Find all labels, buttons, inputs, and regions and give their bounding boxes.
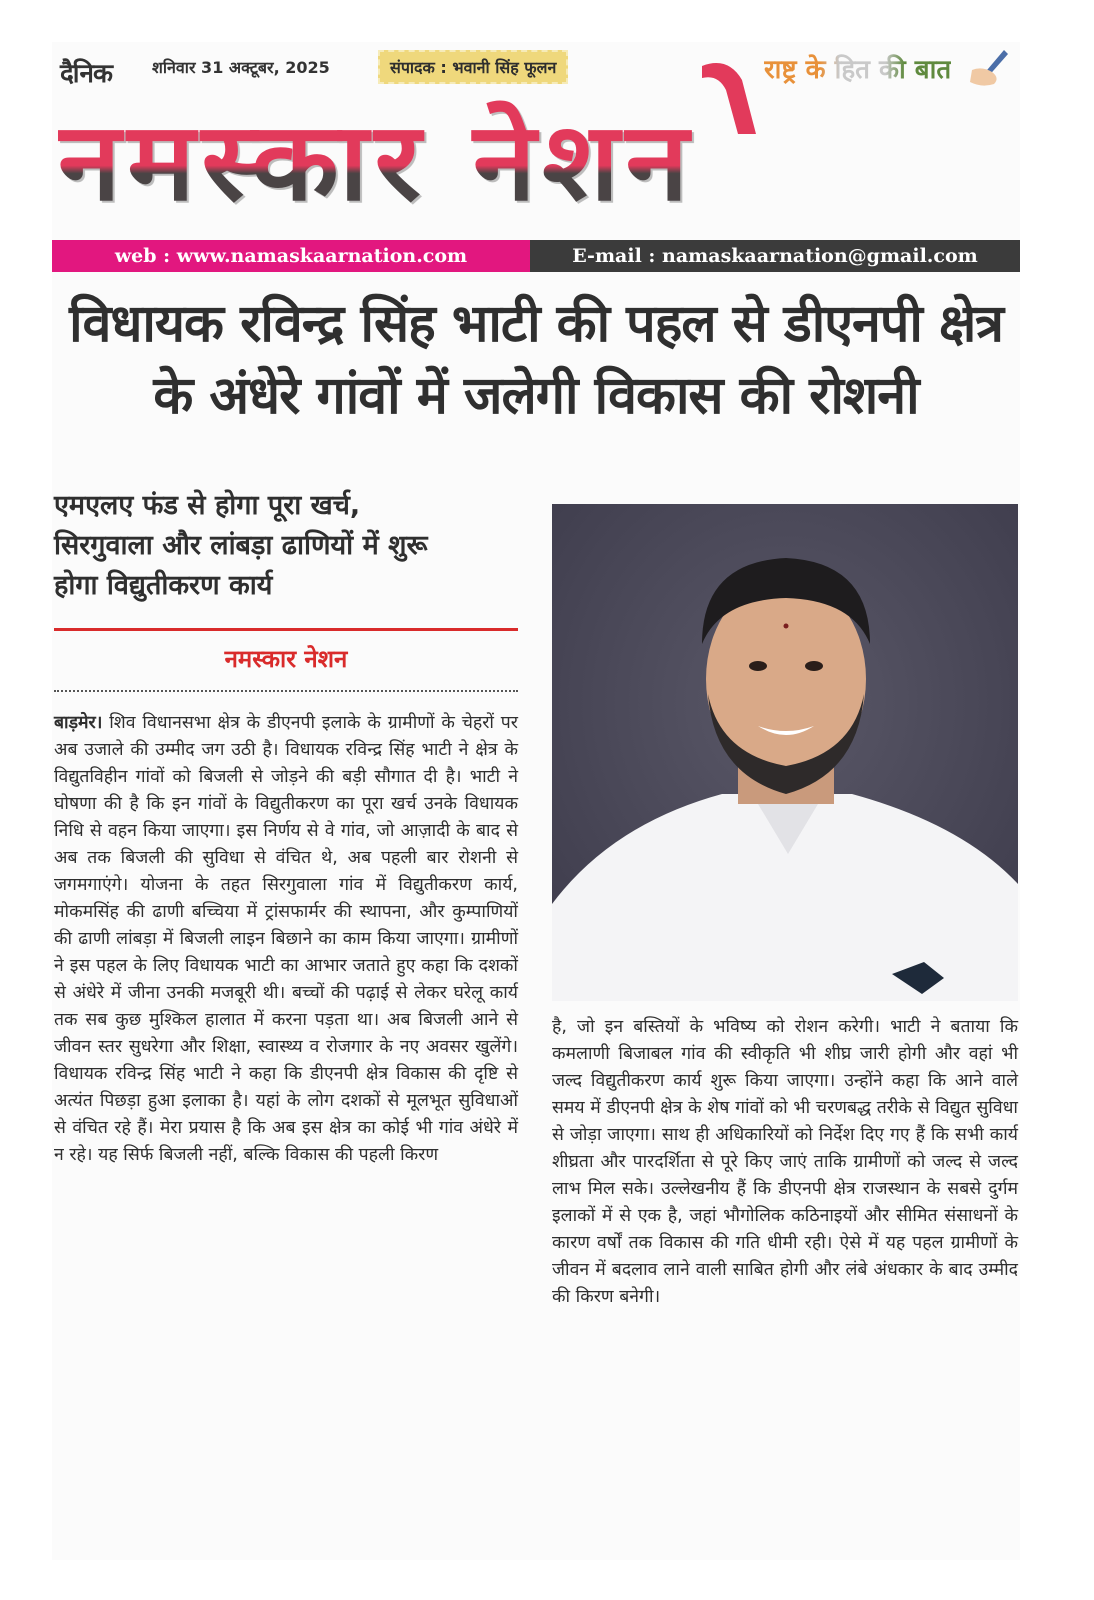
newspaper-logo: नमस्कार नेशन xyxy=(58,98,1066,228)
email-link[interactable]: E-mail : namaskaarnation@gmail.com xyxy=(530,240,1020,272)
subhead-line-1: एमएलए फंड से होगा पूरा खर्च, xyxy=(54,490,361,521)
dateline: बाड़मेर। xyxy=(54,713,103,733)
subhead-line-3: होगा विद्युतीकरण कार्य xyxy=(54,570,273,601)
article-column-right xyxy=(552,1014,1018,1311)
editor-badge: संपादक : भवानी सिंह फूलन xyxy=(378,50,568,84)
subhead-line-2: सिरगुवाला और लांबड़ा ढाणियों में शुरू xyxy=(54,530,428,561)
headline xyxy=(52,288,1020,432)
byline-divider xyxy=(54,690,518,692)
left-column-text: शिव विधानसभा क्षेत्र के डीएनपी इलाके के ग्रामीणों के चेहरों पर अब उजाले की उम्मीद जग उठी है। विधायक रविन्द्र सिंह भाटी ने क्षेत्र के विद्युतविहीन गांवों को बिजली से जोड़ने की बड़ी सौगात दी है। भाटी ने घोषणा की है कि इन गांवों के विद्युतीकरण का पूरा खर्च उनके विधायक निधि से वहन किया जाएगा। इस निर्णय से वे गांव, जो आज़ादी के बाद से अब तक बिजली की सुविधा से वंचित थे, अब पहली बार रोशनी से जगमगाएंगे। योजना के तहत सिरगुवाला गांव में विद्युतीकरण कार्य, मोकमसिंह की ढाणी बच्चिया में ट्रांसफार्मर की स्थापना, और कुम्पाणियों की ढाणी लांबड़ा में बिजली लाइन बिछाने का काम किया जाएगा। ग्रामीणों ने इस पहल के लिए विधायक भाटी का आभार जताते हुए कहा कि दशकों से अंधेरे में जीना उनकी मजबूरी थी। बच्चों की पढ़ाई से लेकर घरेलू कार्य तक सब कुछ मुश्किल हालात में करना पड़ता था। अब बिजली आने से जीवन स्तर सुधरेगा और शिक्षा, स्वास्थ्य व रोजगार के नए अवसर खुलेंगे। विधायक रविन्द्र सिंह भाटी ने कहा कि डीएनपी क्षेत्र विकास की दृष्टि से अत्यंत पिछड़ा हुआ इलाका है। यहां के लोग दशकों से मूलभूत सुविधाओं से वंचित रहे हैं। मेरा प्रयास है कि अब इस क्षेत्र का कोई भी गांव अंधेरे में न रहे। यह सिर्फ बिजली नहीं, बल्कि विकास की पहली किरण xyxy=(54,713,518,1165)
article-column-left xyxy=(54,710,518,1169)
website-link[interactable]: web : www.namaskaarnation.com xyxy=(52,240,530,272)
subhead-divider xyxy=(54,628,518,631)
newspaper-page xyxy=(52,42,1020,1560)
writing-hand-icon xyxy=(964,48,1010,88)
byline: नमस्कार नेशन xyxy=(224,645,348,673)
right-column-text: है, जो इन बस्तियों के भविष्य को रोशन करेगी। भाटी ने बताया कि कमलाणी बिजाबल गांव की स्वीकृति भी शीघ्र जारी होगी और वहां भी जल्द विद्युतीकरण कार्य शुरू किया जाएगा। उन्होंने कहा कि आने वाले समय में डीएनपी क्षेत्र के शेष गांवों को भी चरणबद्ध तरीके से विद्युत सुविधा से जोड़ा जाएगा। साथ ही अधिकारियों को निर्देश दिए गए हैं कि सभी कार्य शीघ्रता और पारदर्शिता से पूरे किए जाएं ताकि ग्रामीणों को जल्द से जल्द लाभ मिल सके। उल्लेखनीय हैं कि डीएनपी क्षेत्र राजस्थान के सबसे दुर्गम इलाकों में से एक है, जहां भौगोलिक कठिनाइयों और सीमित संसाधनों के कारण वर्षों तक विकास की गति धीमी रही। ऐसे में यह पहल ग्रामीणों के जीवन में बदलाव लाने वाली साबित होगी और लंबे अंधकार के बाद उम्मीद की किरण बनेगी। xyxy=(552,1017,1018,1307)
tagline: राष्ट्र के हित की बात xyxy=(764,50,951,86)
headline-line-2: के अंधेरे गांवों में जलेगी विकास की रोशनी xyxy=(153,366,919,426)
headline-line-1: विधायक रविन्द्र सिंह भाटी की पहल से डीएनपी क्षेत्र xyxy=(69,294,1003,354)
subheadline xyxy=(54,486,524,606)
article-photo xyxy=(552,504,1018,1001)
issue-date: शनिवार 31 अक्टूबर, 2025 xyxy=(152,58,330,77)
portrait-image xyxy=(552,504,1018,1001)
daily-label: दैनिक xyxy=(60,59,112,89)
